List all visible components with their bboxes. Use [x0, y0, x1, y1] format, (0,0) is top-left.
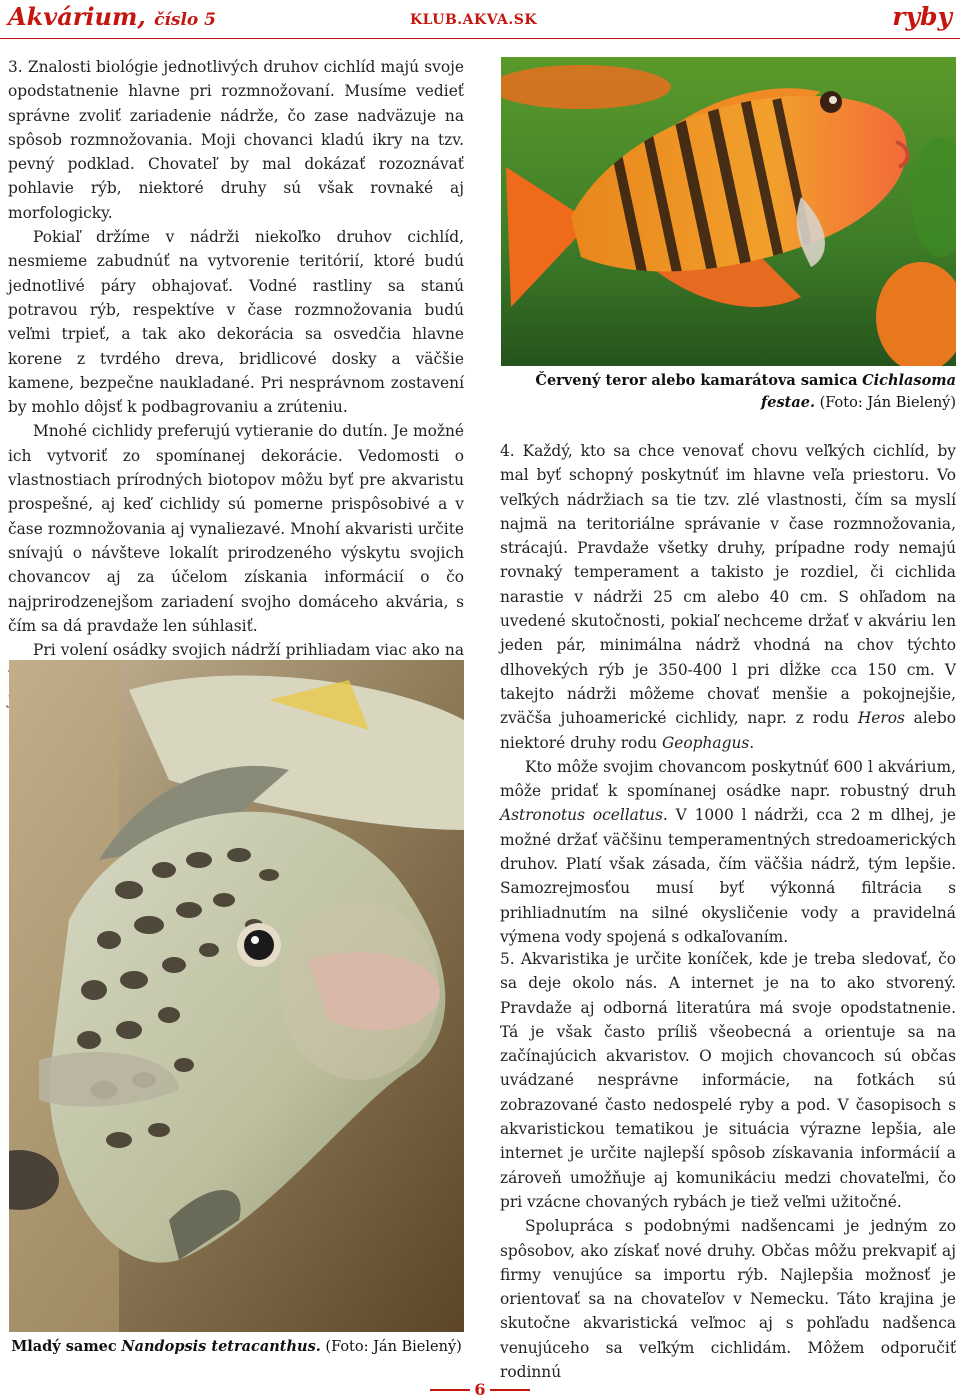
paragraph: Spolupráca s podobnými nadšencami je jedným zo spôsobov, ako získať nové druhy. Občas môžu prekvapiť aj firmy venujúce sa importu rýb. Najlepšia možnosť je orientovať sa na chovateľov v Nemecku. Táto krajina je skutočne akvaristická veľmoc aj s pohľadu nadšenca venujúceho sa veľkým cichlidám. Môžem odporučiť rodinnú: [500, 1217, 956, 1382]
paragraph: Mnohé cichlidy preferujú vytieranie do dutín. Je možné ich vytvoriť zo spomínanej dekorácie. Vedomosti o vlastnostiach prírodných biotopov môžu byť pre akvaristu prospešné, aj keď cichlidy sú pomerne prispôsobivé a v čase rozmnožovania aj vynaliezavé. Mnohí akvaristi určite snívajú o návšteve lokalít prirodzeného výskytu svojich chovancov aj za účelom získania informácií o čo najprirodzenejšom zariadení svojho domáceho akvária, s čím sa dá pravdaže len súhlasiť.: [8, 422, 464, 635]
right-column-text-upper: [500, 439, 956, 949]
site-name: KLUB.AKVA.SK: [410, 12, 537, 28]
issue-number: číslo 5: [154, 10, 217, 30]
left-column-text: [8, 55, 464, 711]
text-run: Kto môže svojim chovancom poskytnúť 600 l akvárium, môže pridať k spomínanej osádke napr. robustný druh: [500, 757, 956, 801]
genus-name: Geophagus: [662, 733, 750, 752]
photo-red-terror-cichlid: [501, 57, 956, 366]
magazine-name: Akvárium,: [8, 2, 146, 31]
caption-label: Červený teror alebo kamarátova samica: [535, 372, 858, 389]
section-name: ryby: [892, 2, 952, 31]
caption-credit: (Foto: Ján Bielený): [325, 1339, 462, 1355]
text-run: alebo niektoré druhy rodu: [500, 709, 956, 752]
caption-credit: (Foto: Ján Bielený): [819, 395, 956, 411]
right-column-text-lower: [500, 947, 956, 1384]
page-number: [430, 1380, 530, 1400]
paragraph: [500, 439, 956, 755]
page-number-rule: [430, 1389, 470, 1391]
caption-species: festae.: [761, 394, 815, 411]
photo-nandopsis-tetracanthus: [9, 660, 464, 1332]
text-run: 4. Každý, kto sa chce venovať chovu veľkých cichlíd, by mal byť schopný poskytnúť im hlavne veľa priestoru. Vo veľkých nádržiach sa tie tzv. zlé vlastnosti, čím sa myslí najmä na teritoriálne správanie v čase rozmnožovania, strácajú. Pravdaže všetky druhy, prípadne rody nemajú rovnaký temperament a takisto je rozdiel, či cichlida narastie v nádrži 25 cm alebo 40 cm. S ohľadom na uvedené skutočnosti, pokiaľ nechceme držať v akváriu len jeden pár, minimálna nádrž vhodná na chov týchto dlhovekých rýb je 350-400 l pri dĺžke cca 150 cm. V takejto nádrži môžeme chovať menšie a pokojnejšie, zväčša juhoamerické cichlidy, napr. z rodu: [500, 442, 956, 728]
paragraph: 5. Akvaristika je určite koníček, kde je treba sledovať, čo sa deje okolo nás. A internet je na to ako stvorený. Pravdaže aj odborná literatúra má svoje opodstatnenie. Tá je však často príliš všeobecná a orientuje sa na začínajúcich akvaristov. O mojich chovancoch sú občas uvádzané nesprávne informácie, na fotkách sú zobrazované často nedospelé ryby a pod. V časopisoch s akvaristickou tematikou je situácia výrazne lepšia, ale internet je určite najlepší spôsob získavania informácií a zároveň umožňuje aj komunikáciu medzi chovateľmi, čo pri vzácne chovaných rybách je tiež veľmi užitočné.: [500, 950, 956, 1211]
caption-nandopsis: [9, 1336, 464, 1358]
text-run: . V 1000 l nádrži, cca 2 m dlhej, je možné držať väčšinu temperamentných stredoamerických druhov. Platí však zásada, čím väčšia nádrž, tým lepšie. Samozrejmosťou musí byť výkonná filtrácia s prihliadnutím na silné okysličenie vody a pravidelná výmena vody spojená s odkaľovaním.: [500, 806, 956, 946]
paragraph: [500, 755, 956, 949]
caption-species: Nandopsis tetracanthus.: [121, 1338, 321, 1355]
genus-name: Heros: [857, 709, 905, 728]
magazine-title: [8, 2, 216, 31]
paragraph: Pri volení osádky svojich nádrží prihliadam viac ako na: [33, 641, 464, 660]
species-name: Astronotus ocellatus: [500, 806, 663, 825]
fish-illustration: [9, 660, 464, 1332]
page-number-value: 6: [474, 1380, 486, 1399]
page-number-rule: [490, 1389, 530, 1391]
text-run: .: [749, 733, 755, 752]
paragraph: 3. Znalosti biológie jednotlivých druhov cichlíd majú svoje opodstatnenie hlavne pri rozmnožovaní. Musíme vedieť správne zvoliť zariadenie nádrže, čo zase nadväzuje na spôsob rozmnožovania. Moji chovanci kladú ikry na tzv. pevný podklad. Chovateľ by mal dokázať rozoznávať pohlavie rýb, niektoré druhy sú však rovnaké aj morfologicky.: [8, 58, 464, 222]
page-header: [0, 0, 960, 40]
fish-illustration: [501, 57, 956, 366]
header-divider: [0, 38, 960, 39]
caption-label: Mladý samec: [11, 1338, 117, 1355]
paragraph: Pokiaľ držíme v nádrži niekoľko druhov cichlíd, nesmieme zabudnúť na vytvorenie teritórií, ktoré budú jednotlivé páry obhajovať. Vodné rastliny sa stanú potravou rýb, respektíve v čase rozmnožovania budú veľmi trpieť, a tak ako dekorácia sa osvedčia hlavne korene z tvrdého dreva, bridlicové dosky a väčšie kamene, bezpečne naukladané. Pri nesprávnom zostavení by mohlo dôjsť k podbagrovaniu a zrúteniu.: [8, 228, 464, 417]
caption-species: Cichlasoma: [862, 372, 956, 389]
caption-red-terror: [501, 370, 956, 414]
